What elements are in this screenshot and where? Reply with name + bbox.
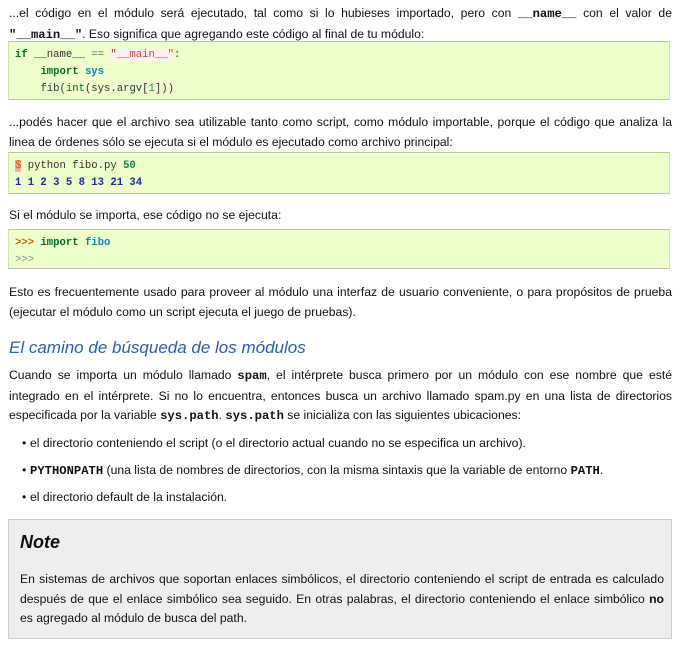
note-box [8, 519, 672, 639]
main-code: "__main__" [9, 27, 83, 42]
list-item: • el directorio default de la instalación. [22, 490, 228, 504]
code-block-interactive: >>> import fibo >>> [8, 229, 670, 269]
section-heading: El camino de búsqueda de los módulos [9, 338, 306, 357]
note-body: En sistemas de archivos que soportan enlaces simbólicos, el directorio conteniendo el script de entrada es calculado después de que el enlace simbólico sea seguido. En otras palabras, el directorio conteniendo el enlace simbólico no es agregado al módulo de busca del path. [20, 572, 664, 625]
pythonpath-code: PYTHONPATH [30, 464, 104, 478]
paragraph-import-note: Si el módulo se importa, ese código no se ejecuta: [9, 208, 282, 222]
intro-paragraph: ...el código en el módulo será ejecutado, tal como si lo hubieses importado, pero con __name__ con el valor de "__main__". Eso significa que agregando este código al final de tu módulo: [9, 6, 672, 42]
paragraph-script-usage: ...podés hacer que el archivo sea utilizable tanto como script, como módulo importable, porque el código que analiza la linea de órdenes sólo se ejecuta si el módulo es ejecutado como archivo principal: [9, 115, 672, 149]
search-locations-list [22, 434, 603, 515]
emphasis-no: no [649, 591, 664, 606]
syspath-code: sys.path [160, 409, 219, 423]
paragraph-search-path: Cuando se importa un módulo llamado spam, el intérprete busca primero por un módulo con ese nombre que esté integrado en el intérprete. Si no lo encuentra, entonces busca un archivo llamado spam.py en una lista de directorios especificada por la variable sys.path. sys.path se inicializa con las siguientes ubicaciones: [9, 368, 672, 423]
code-block-main-guard: if __name__ == "__main__": import sys fib(int(sys.argv[1])) [8, 41, 670, 100]
note-title: Note [20, 532, 60, 552]
paragraph-testing: Esto es frecuentemente usado para proveer al módulo una interfaz de usuario conveniente, o para propósitos de prueba (ejecutar el módulo como un script ejecuta el juego de pruebas). [9, 285, 672, 319]
name-code: __name__ [517, 7, 577, 21]
code-block-shell: $ python fibo.py 50 1 1 2 3 5 8 13 21 34 [8, 152, 670, 194]
spam-code: spam [237, 369, 267, 383]
list-item: • el directorio conteniendo el script (o el directorio actual cuando no se especifica un archivo). [22, 436, 526, 450]
syspath-code-2: sys.path [225, 409, 284, 423]
list-item: • PYTHONPATH (una lista de nombres de directorios, con la misma sintaxis que la variable de entorno PATH. [22, 463, 604, 478]
path-code: PATH [570, 464, 600, 478]
